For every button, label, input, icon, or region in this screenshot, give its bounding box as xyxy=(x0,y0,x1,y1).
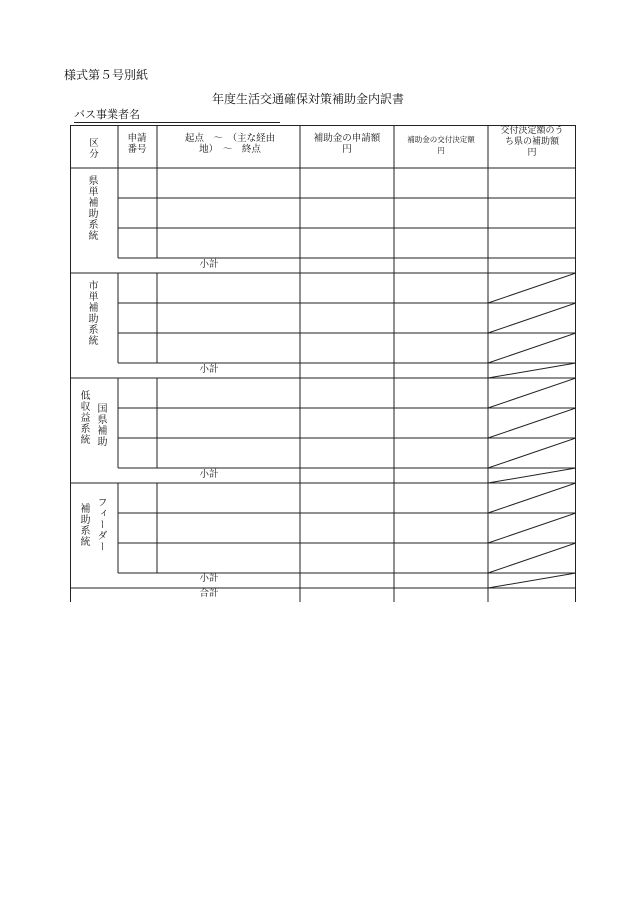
header-requested: 補助金の申請額 円 xyxy=(313,133,381,155)
slash-line xyxy=(488,573,576,588)
slash-line xyxy=(488,408,576,438)
slash-line xyxy=(488,303,576,333)
header-category: 区 分 xyxy=(89,138,99,160)
group-label-2: 市単補助系統 xyxy=(86,280,97,346)
operator-label: バス事業者名 xyxy=(74,108,140,121)
subtotal-2: 小計 xyxy=(199,364,219,375)
subtotal-4: 小計 xyxy=(199,573,219,584)
slash-line xyxy=(488,543,576,573)
slash-line xyxy=(488,468,576,483)
document-title: 年度生活交通確保対策補助金内訳書 xyxy=(212,92,405,106)
slash-line xyxy=(488,273,576,303)
header-number: 申請 番号 xyxy=(127,133,147,155)
group-sublabel-3: 国県補助 xyxy=(95,403,106,447)
breakdown-table xyxy=(70,125,576,602)
group-label-4: 補助系統 xyxy=(78,503,89,547)
slash-line xyxy=(488,438,576,468)
header-decided: 補助金の交付決定額 円 xyxy=(407,135,475,155)
group-sublabel-4: フィーダー xyxy=(95,497,106,552)
slash-line xyxy=(488,333,576,363)
header-pref-share: 交付決定額のう ち県の補助額 円 xyxy=(500,126,564,158)
group-label-3: 低収益系統 xyxy=(78,390,89,445)
slash-line xyxy=(488,378,576,408)
operator-name-field[interactable] xyxy=(74,108,280,123)
group-label-1: 県単補助系統 xyxy=(86,175,97,241)
header-route: 起点 ～ （主な経由 地） ～ 終点 xyxy=(184,133,276,155)
slash-line xyxy=(488,513,576,543)
form-id: 様式第５号別紙 xyxy=(64,68,149,82)
slash-line xyxy=(488,483,576,513)
slash-line xyxy=(488,363,576,378)
subtotal-1: 小計 xyxy=(199,259,219,270)
total-label: 合計 xyxy=(199,588,219,599)
subtotal-3: 小計 xyxy=(199,469,219,480)
